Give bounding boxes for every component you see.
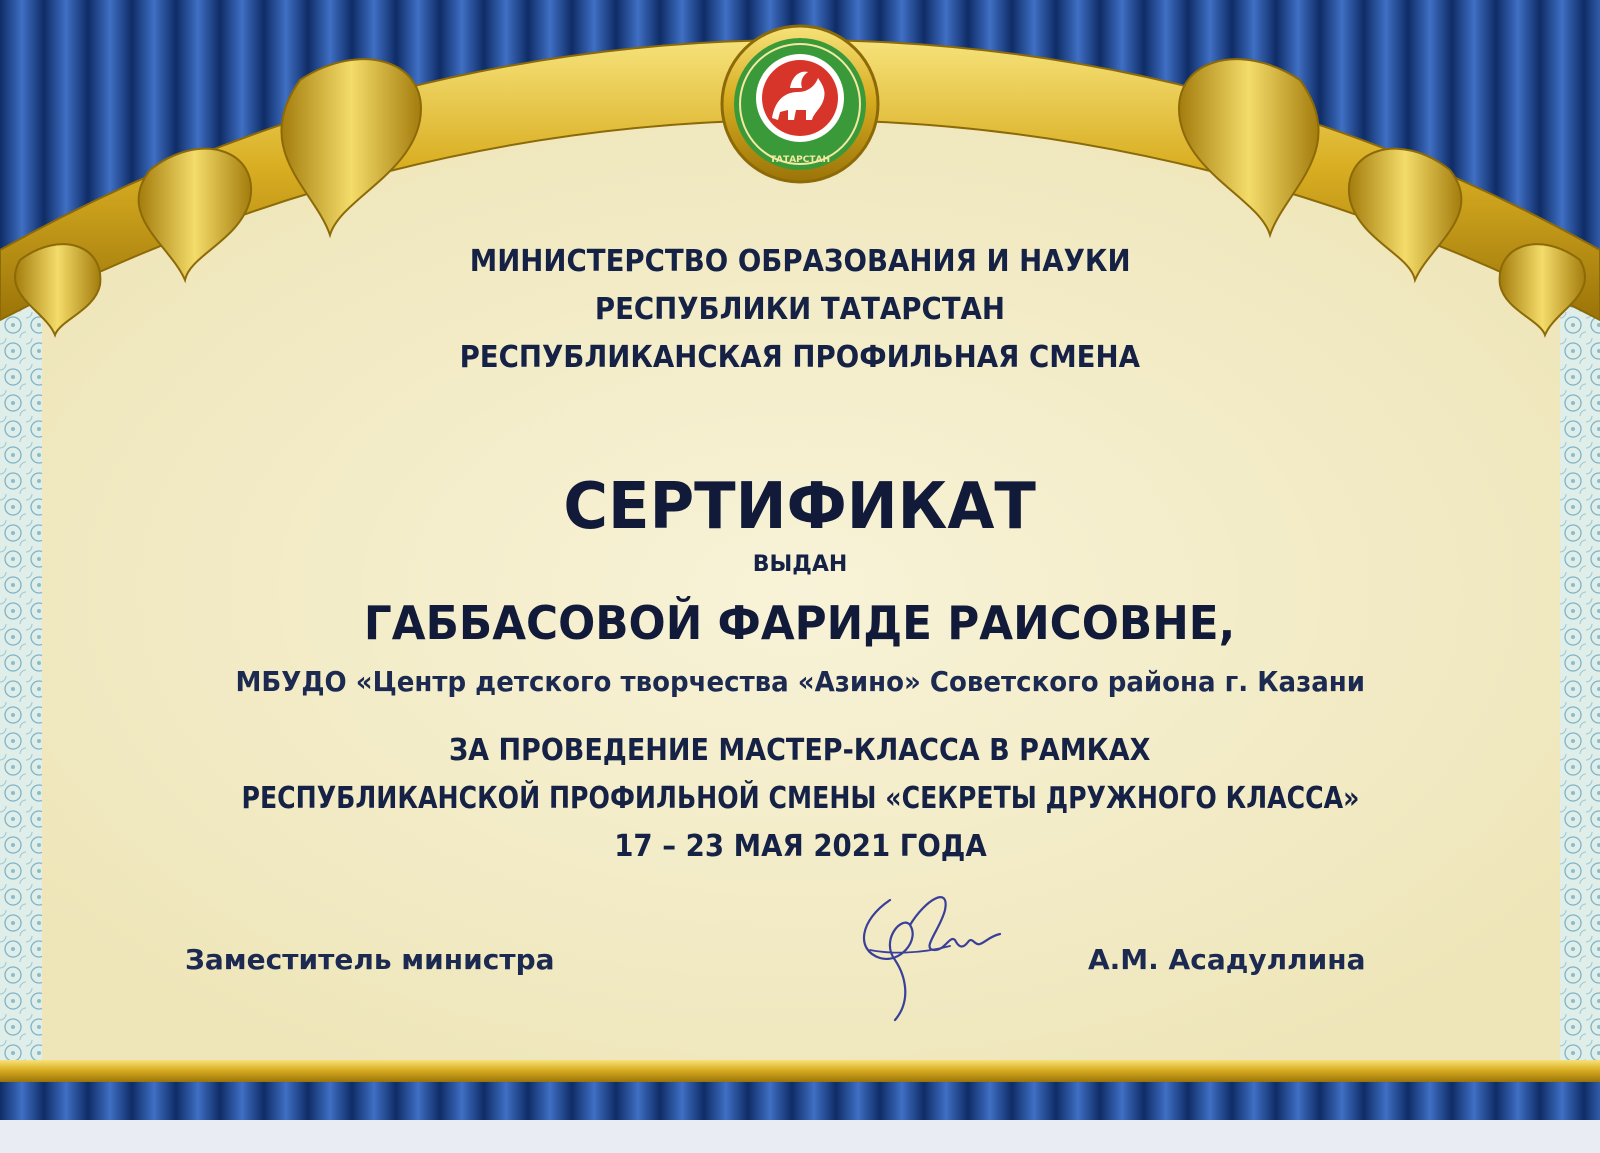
ministry-line-2-text: РЕСПУБЛИКИ ТАТАРСТАН	[594, 292, 1006, 327]
program-line	[0, 340, 1600, 375]
issued-label	[0, 552, 1600, 577]
event-title-text: «СЕКРЕТЫ ДРУЖНОГО КЛАССА»	[338, 392, 1262, 448]
organization	[0, 665, 1600, 698]
signer-position: Заместитель министра	[185, 943, 555, 976]
event-title	[0, 392, 1600, 448]
signature	[850, 880, 1020, 1030]
recipient-name-text: ГАББАСОВОЙ ФАРИДЕ РАИСОВНЕ,	[364, 596, 1236, 650]
emblem-text: ТАТАРСТАН	[769, 155, 831, 165]
reason-line-3	[0, 829, 1600, 864]
issued-label-text: ВЫДАН	[752, 552, 848, 577]
ministry-line-2	[0, 292, 1600, 327]
tatarstan-emblem-icon	[722, 26, 878, 182]
reason-line-2-text: РЕСПУБЛИКАНСКОЙ ПРОФИЛЬНОЙ СМЕНЫ «СЕКРЕТЫ ДРУЖНОГО КЛАССА»	[241, 781, 1359, 816]
reason-line-1-text: ЗА ПРОВЕДЕНИЕ МАСТЕР-КЛАССА В РАМКАХ	[449, 733, 1151, 768]
certificate-title	[0, 470, 1600, 544]
reason-line-2	[0, 781, 1600, 816]
ministry-line-1-text: МИНИСТЕРСТВО ОБРАЗОВАНИЯ И НАУКИ	[469, 244, 1131, 279]
reason-line-1	[0, 733, 1600, 768]
certificate-title-text: СЕРТИФИКАТ	[563, 470, 1037, 544]
signer-name: А.М. Асадуллина	[1088, 943, 1366, 976]
ministry-line-1	[0, 244, 1600, 279]
organization-text: МБУДО «Центр детского творчества «Азино» Советского района г. Казани	[235, 665, 1365, 698]
reason-line-3-text: 17 – 23 МАЯ 2021 ГОДА	[613, 829, 987, 864]
recipient-name	[0, 596, 1600, 650]
program-line-text: РЕСПУБЛИКАНСКАЯ ПРОФИЛЬНАЯ СМЕНА	[459, 340, 1141, 375]
